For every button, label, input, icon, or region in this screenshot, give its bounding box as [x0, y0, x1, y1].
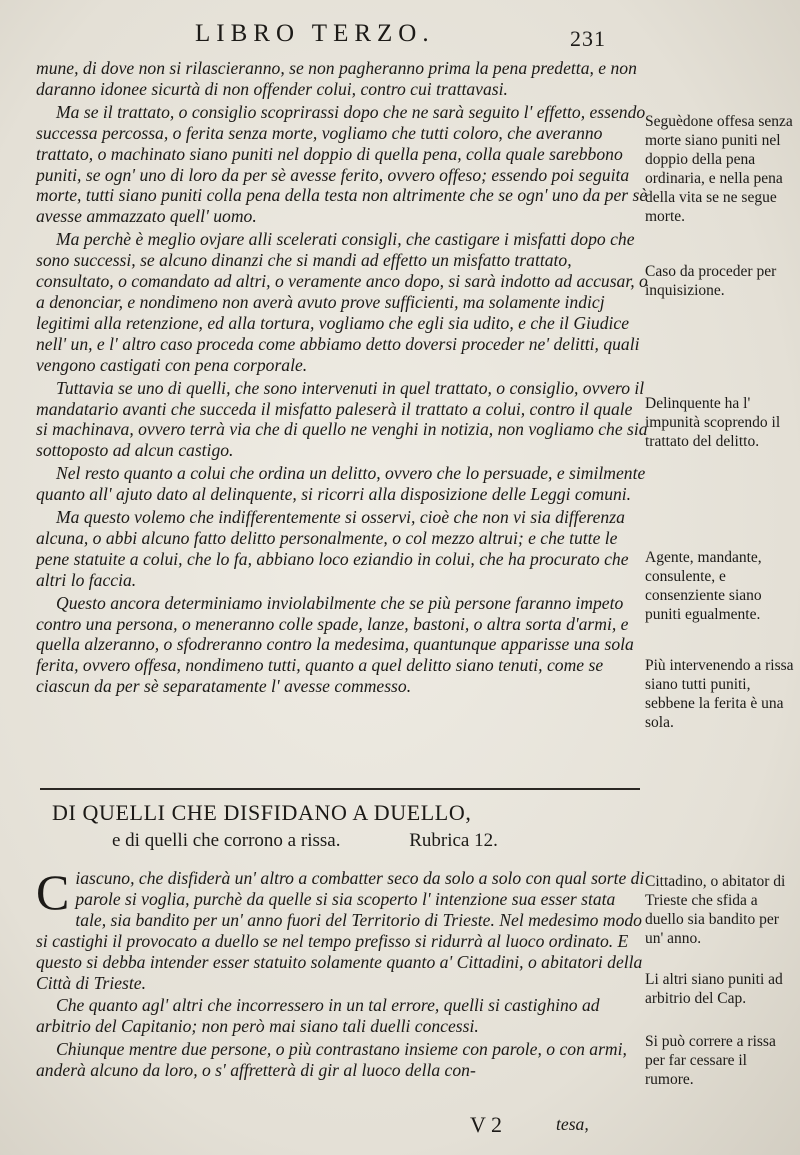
drop-cap: C	[36, 864, 70, 920]
paragraph-3: Ma perchè è meglio ovjare alli scelerati consigli, che castigare i misfatti dopo che sono successi, se alcuno dinanzi che si mandi ad effetto un misfatto trattato, consultato, o comandato ad altri, o veramente anco dopo, si sarà indotto ad accusar, o a denonciar, e nondimeno non averà avuto prove sufficienti, ma solamente indicj legitimi alla retenzione, ed alla tortura, vogliamo che egli sia udito, e che il Giudice nell' un, e l' altro caso proceda come abbiamo detto doversi proceder ne' delitti, quali vengono castigati con pena corporale.	[36, 229, 648, 375]
margin-note: Cittadino, o abitator di Trieste che sfida a duello sia bandito per un' anno.	[645, 873, 786, 947]
margin-note: Più intervenendo a rissa siano tutti puniti, sebbene la ferita è una sola.	[645, 657, 794, 731]
paragraph-2: Ma se il trattato, o consiglio scoprirassi dopo che ne sarà seguito l' effetto, essendo successa percossa, o ferita senza morte, vogliamo che tutti coloro, che averanno trattato, o machinato siano puniti nel doppio di quella pena, colla quale sarebbono puniti, se ogn' uno di loro da per sè avesse ferito, ovvero offeso; essendo poi seguita morte, tutti siano puniti colla pena della testa non altrimente che se ogn' uno da per sè avesse ammazzato quell' uomo.	[36, 101, 648, 227]
main-text-block	[36, 58, 648, 699]
paragraph-1: mune, di dove non si rilascieranno, se non pagheranno prima la pena predetta, e non daranno idonee sicurtà di non offender colui, contro cui trattavasi.	[36, 58, 637, 99]
catchword: tesa,	[556, 1114, 589, 1134]
rubric-label: Rubrica 12.	[409, 830, 498, 851]
margin-note: Seguèdone offesa senza morte siano puniti nel doppio della pena ordinaria, e nella pena della vita se ne segue morte.	[645, 113, 793, 225]
paragraph-4: Tuttavia se uno di quelli, che sono intervenuti in quel trattato, o consiglio, ovvero il mandatario avanti che succeda il misfatto paleserà il trattato a colui, contro il quale si machinava, ovvero terrà via che di quello ne venghi in notizia, non vogliamo che sia sottoposto ad alcun castigo.	[36, 377, 648, 461]
margin-note: Li altri siano puniti ad arbitrio del Cap.	[645, 971, 783, 1007]
rubric-text-block	[36, 864, 648, 1083]
margin-note: Si può correre a rissa per far cessare il rumore.	[645, 1033, 776, 1088]
rubric-paragraph-1	[36, 864, 648, 993]
paragraph-5: Nel resto quanto a colui che ordina un delitto, ovvero che lo persuade, e similmente quanto all' ajuto dato al delinquente, si ricorri alla disposizione delle Leggi comuni.	[36, 463, 646, 505]
margin-note: Agente, mandante, consulente, e consenziente siano puniti egualmente.	[645, 549, 762, 623]
margin-note: Delinquente ha l' impunità scoprendo il trattato del delitto.	[645, 395, 781, 450]
running-title: LIBRO TERZO.	[195, 20, 435, 47]
paragraph-7: Questo ancora determiniamo inviolabilmente che se più persone faranno impeto contro una persona, o meneranno colle spade, lanze, bastoni, o altra sorta d'armi, e quella alzeranno, o sfodreranno contro la medesima, quantunque apparisse una sola ferita, ovvero offesa, nondimeno tutti, quanto a quel delitto siano tenuti, come se ciascun da per sè separatamente l' avesse commesso.	[36, 592, 634, 697]
rubric-paragraph-1-text: iascuno, che disfiderà un' altro a combatter seco da solo a solo con qual sorte di parole si voglia, purchè da quelle si sia scoperto l' intenzione sua esser stata tale, sia bandito per un' anno fuori del Territorio di Trieste. Nel medesimo modo si castighi il provocato a duello se nel tempo prefisso si ridurrà al luoco ordinato. E questo si debba intender esser statuito solamente quanto a' Cittadini, o abitatori della Città di Trieste.	[36, 868, 645, 993]
paragraph-6: Ma questo volemo che indifferentemente si osservi, cioè che non vi sia differenza alcuna, o abbi alcuno fatto delitto personalmente, o col mezzo altrui; e che tutte le pene statuite a colui, che lo fa, abbiano loco eziandio in colui, che ha procurato che altri lo faccia.	[36, 507, 629, 590]
rubric-paragraph-3: Chiunque mentre due persone, o più contrastano insieme con parole, o con armi, anderà alcuno da loro, o s' affretterà di gir al luoco della con-	[36, 1039, 627, 1081]
rubric-subheading	[112, 830, 632, 852]
rubric-paragraph-2: Che quanto agl' altri che incorressero in un tal errore, quelli si castighino ad arbitrio del Capitanio; non però mai siano tali duelli concessi.	[36, 995, 600, 1037]
rubric-subtitle: e di quelli che corrono a rissa.	[112, 830, 341, 851]
page-number: 231	[570, 26, 606, 51]
section-divider	[40, 788, 640, 790]
margin-note: Caso da proceder per inquisizione.	[645, 263, 777, 299]
rubric-heading: DI QUELLI CHE DISFIDANO A DUELLO,	[52, 800, 472, 825]
signature-mark: V 2	[470, 1112, 502, 1137]
